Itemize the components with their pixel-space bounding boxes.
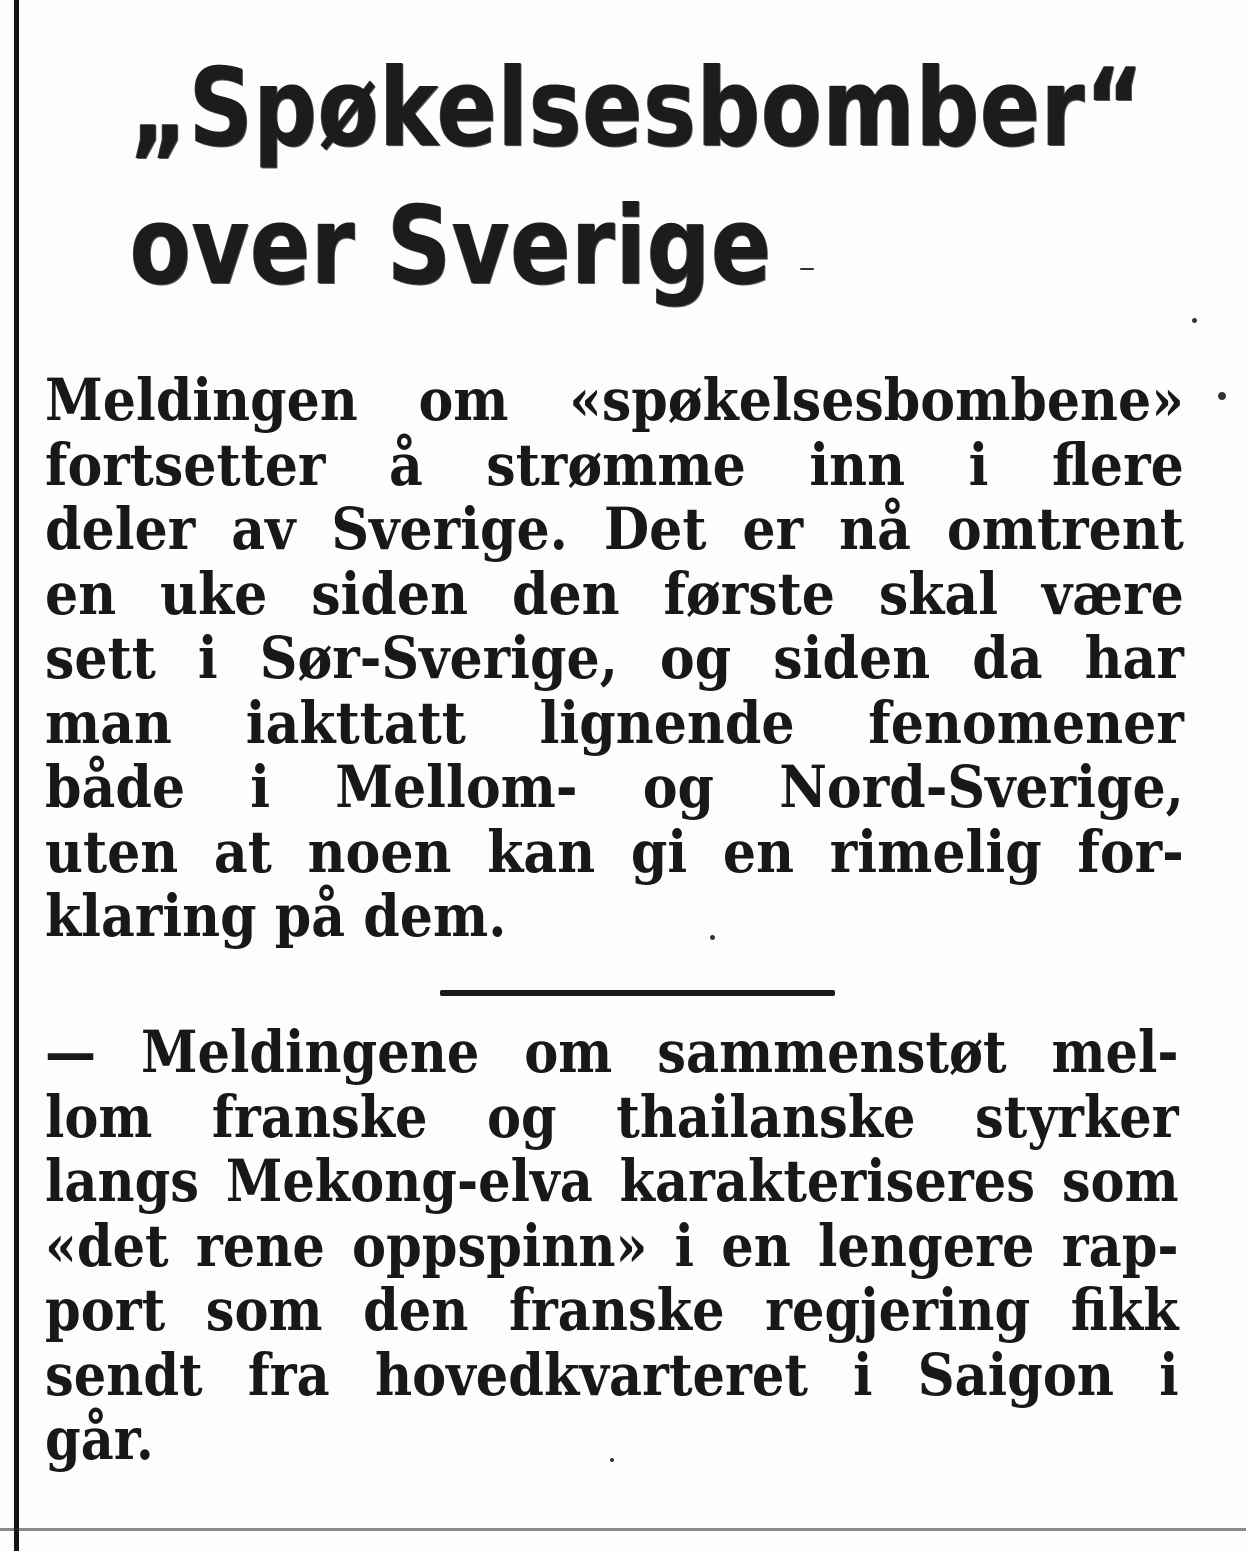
print-speck	[710, 935, 715, 940]
paragraph-1	[45, 368, 1185, 949]
print-speck	[1192, 318, 1197, 323]
print-speck	[800, 268, 814, 270]
paragraph-1-line: en uke siden den første skal være	[45, 559, 1184, 628]
paragraph-2-line: går.	[45, 1405, 154, 1473]
paragraph-2-line: «det rene oppspinn» i en lengere rap-	[45, 1211, 1179, 1280]
paragraph-1-line: deler av Sverige. Det er nå omtrent	[45, 495, 1184, 563]
paragraph-1-line: klaring på dem.	[45, 882, 507, 950]
print-speck	[610, 1458, 614, 1462]
headline-line-1: „Spøkelsesbomber“	[130, 46, 1145, 171]
paragraph-1-line: uten at noen kan gi en rimelig for-	[45, 817, 1184, 886]
paragraph-1-line: man iakttatt lignende fenomener	[45, 688, 1184, 757]
paragraph-2-line: lom franske og thailanske styrker	[45, 1082, 1179, 1151]
paragraph-1-line: Meldingen om «spøkelsesbombene»	[45, 366, 1184, 434]
paragraph-2	[45, 1020, 1185, 1472]
print-speck	[1218, 392, 1226, 400]
section-separator	[440, 990, 835, 996]
paragraph-2-line: port som den franske regjering fikk	[45, 1276, 1179, 1344]
paragraph-1-line: sett i Sør-Sverige, og siden da har	[45, 624, 1184, 692]
column-rule	[14, 0, 19, 1551]
paragraph-2-line: sendt fra hovedkvarteret i Saigon i	[45, 1340, 1179, 1409]
headline	[130, 40, 1145, 316]
clipping-bottom-edge	[0, 1528, 1246, 1531]
paragraph-1-line: både i Mellom- og Nord-Sverige,	[45, 753, 1184, 821]
paragraph-2-line: — Meldingene om sammenstøt mel-	[45, 1018, 1179, 1086]
paragraph-1-line: fortsetter å strømme inn i flere	[45, 430, 1184, 499]
paragraph-2-line: langs Mekong-elva karakteriseres som	[45, 1147, 1179, 1215]
headline-line-2: over Sverige	[130, 184, 773, 309]
